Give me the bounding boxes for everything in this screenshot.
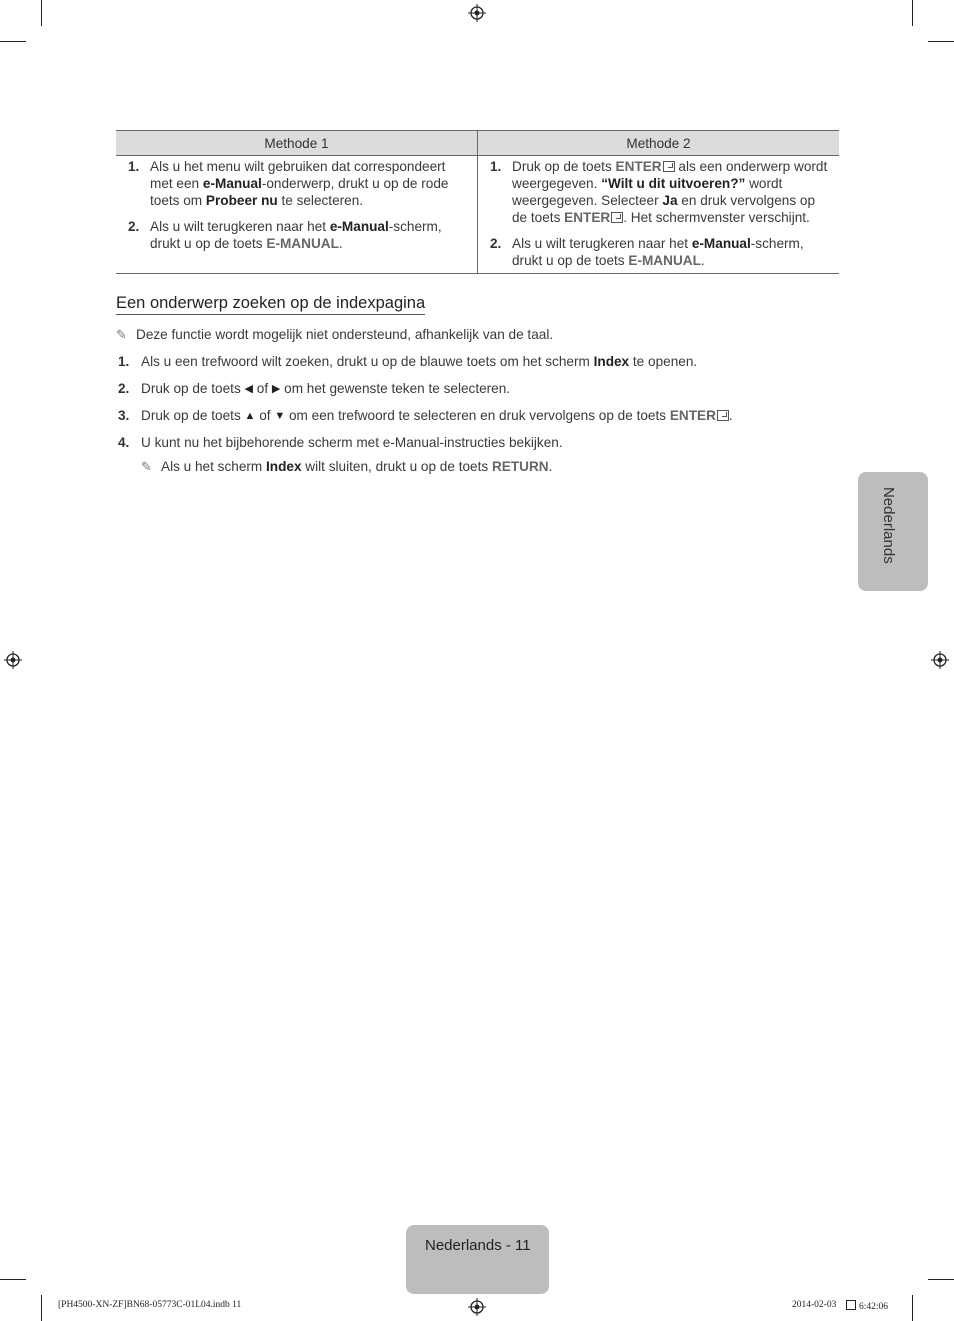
return-note: ✎ Als u het scherm Index wilt sluiten, drukt u op de toets RETURN.	[141, 459, 553, 474]
method-1-header: Methode 1	[116, 131, 478, 156]
language-side-tab	[858, 472, 928, 591]
arrow-up-icon: ▲	[244, 410, 256, 422]
index-step-1: 1. Als u een trefwoord wilt zoeken, drukt u op de blauwe toets om het scherm Index te openen.	[118, 354, 698, 369]
enter-key-icon	[663, 161, 675, 172]
language-note: ✎ Deze functie wordt mogelijk niet ondersteund, afhankelijk van de taal.	[116, 327, 554, 342]
method-1-cell	[116, 156, 478, 274]
method-2-cell	[478, 156, 840, 274]
crop-mark	[41, 0, 42, 26]
crop-mark	[912, 0, 913, 26]
method-1-step-2: 2. Als u wilt terugkeren naar het e-Manual-scherm, drukt u op de toets E-MANUAL.	[128, 219, 442, 251]
crop-mark	[41, 1295, 42, 1321]
method-2-step-2: 2. Als u wilt terugkeren naar het e-Manual-scherm, drukt u op de toets E-MANUAL.	[490, 236, 804, 268]
registration-mark-icon	[468, 1298, 486, 1316]
method-table	[116, 130, 839, 274]
method-2-step-1: 1. Druk op de toets ENTER als een onderwerp wordt weergegeven. “Wilt u dit uitvoeren?” wordt weergegeven. Selecteer Ja en druk vervolgens op de toets ENTER . Het schermvenster verschijnt.	[490, 159, 828, 225]
crop-mark	[928, 41, 954, 42]
language-side-tab-label: Nederlands	[880, 487, 897, 564]
method-2-header: Methode 2	[478, 131, 840, 156]
registration-mark-icon	[4, 651, 22, 669]
pencil-note-icon: ✎	[141, 459, 152, 474]
registration-mark-icon	[468, 4, 486, 22]
crop-mark	[0, 1279, 26, 1280]
pencil-note-icon: ✎	[116, 327, 127, 342]
arrow-right-icon: ▶	[271, 383, 281, 395]
section-title: Een onderwerp zoeken op de indexpagina	[116, 294, 425, 315]
index-steps	[116, 353, 836, 474]
page-number-tab	[406, 1225, 549, 1294]
index-step-3: 3. Druk op de toets ▲ of ▼ om een trefwoord te selecteren en druk vervolgens op de toets ENTER .	[118, 408, 733, 423]
page-number-label: Nederlands - 11	[425, 1237, 531, 1254]
crop-mark	[912, 1295, 913, 1321]
enter-key-icon	[717, 410, 729, 421]
enter-key-icon	[611, 212, 623, 223]
arrow-down-icon: ▼	[274, 410, 286, 422]
print-time-info: 6:42:06	[846, 1300, 888, 1312]
index-step-4: 4. U kunt nu het bijbehorende scherm met e-Manual-instructies bekijken. ✎ Als u het scherm Index wilt sluiten, drukt u op de toets RETURN.	[116, 434, 836, 461]
crop-mark	[928, 1279, 954, 1280]
arrow-left-icon: ◀	[244, 383, 253, 395]
method-1-step-1: 1. Als u het menu wilt gebruiken dat correspondeert met een e-Manual-onderwerp, drukt u op de rode toets om Probeer nu te selecteren.	[128, 159, 449, 208]
print-file-info: [PH4500-XN-ZF]BN68-05773C-01L04.indb 11	[58, 1300, 242, 1310]
crop-mark	[0, 41, 26, 42]
index-step-2: 2. Druk op de toets ◀ of ▶ om het gewenste teken te selecteren.	[118, 381, 511, 396]
print-date: 2014-02-03	[792, 1300, 837, 1310]
registration-mark-icon	[931, 651, 949, 669]
clock-icon	[846, 1300, 856, 1310]
